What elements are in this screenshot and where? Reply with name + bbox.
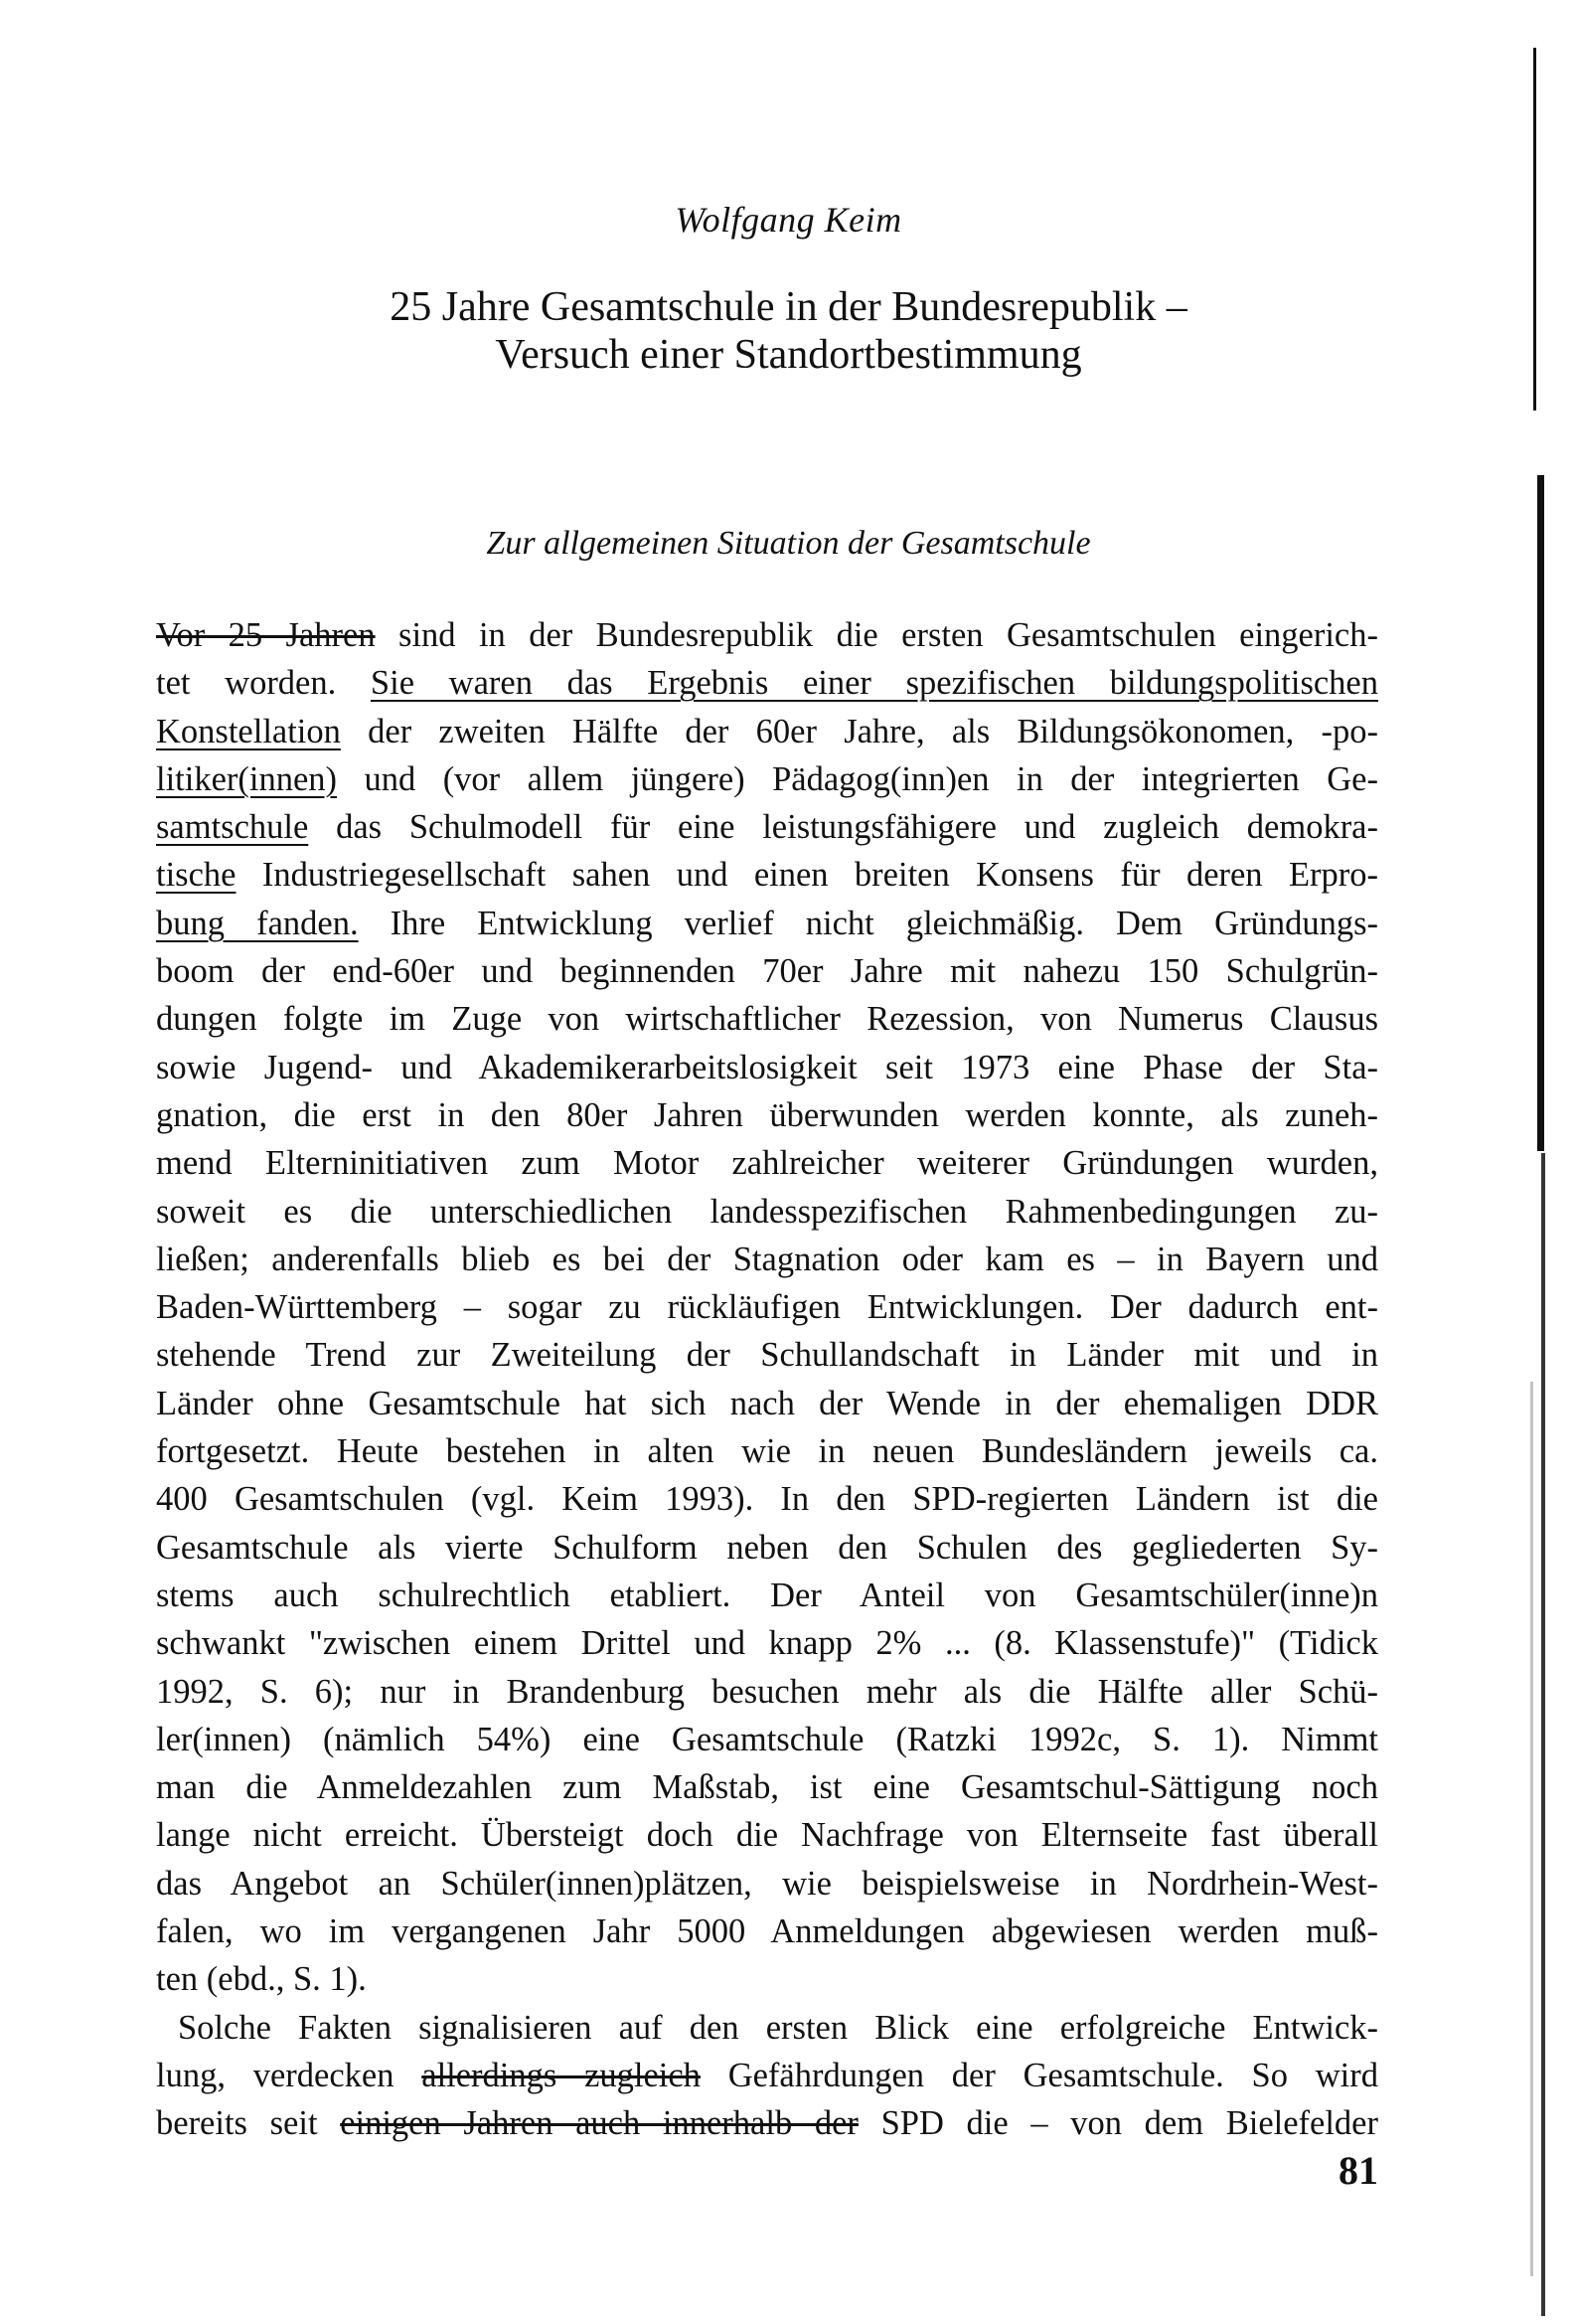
underlined-text: Konstellation [156, 712, 341, 750]
text-line: sowie Jugend- und Akademikerarbeitslosigkeit seit 1973 eine Phase der Sta- [156, 1048, 1378, 1086]
text-line: tische Industriegesellschaft sahen und einen breiten Konsens für deren Erpro- [156, 856, 1378, 895]
struck-text: allerdings zugleich [421, 2056, 701, 2094]
text-line: Baden-Württemberg – sogar zu rückläufigen Entwicklungen. Der dadurch ent- [156, 1288, 1378, 1327]
scan-margin-line [1537, 475, 1544, 1151]
underlined-text: samtschule [156, 808, 309, 847]
text-line: ler(innen) (nämlich 54%) eine Gesamtschule (Ratzki 1992c, S. 1). Nimmt [156, 1720, 1378, 1758]
text-line: samtschule das Schulmodell für eine leistungsfähigere und zugleich demokra- [156, 808, 1378, 847]
author-name: Wolfgang Keim [675, 200, 902, 240]
article-title [0, 283, 1577, 379]
body-text [156, 611, 1378, 2148]
text-line: stems auch schulrechtlich etabliert. Der Anteil von Gesamtschüler(inne)n [156, 1576, 1378, 1614]
text-line: boom der end-60er und beginnenden 70er Jahre mit nahezu 150 Schulgrün- [156, 952, 1378, 991]
struck-text: einigen Jahren auch innerhalb der [340, 2104, 859, 2143]
text-line: schwankt "zwischen einem Drittel und knapp 2% ... (8. Klassenstufe)" (Tidick [156, 1624, 1378, 1663]
section-heading: Zur allgemeinen Situation der Gesamtschule [486, 525, 1091, 562]
underlined-text: bung fanden. [156, 904, 359, 942]
struck-text: Vor 25 Jahren [156, 616, 376, 654]
text-line: dungen folgte im Zuge von wirtschaftlicher Rezession, von Numerus Clausus [156, 1000, 1378, 1039]
text-line: 400 Gesamtschulen (vgl. Keim 1993). In den SPD-regierten Ländern ist die [156, 1480, 1378, 1519]
text-line: litiker(innen) und (vor allem jüngere) Pädagog(inn)en in der integrierten Ge- [156, 759, 1378, 798]
text-line: tet worden. Sie waren das Ergebnis einer spezifischen bildungspolitischen [156, 664, 1378, 703]
title-line-1: 25 Jahre Gesamtschule in der Bundesrepublik – [390, 284, 1187, 330]
text-line: Konstellation der zweiten Hälfte der 60er Jahre, als Bildungsökonomen, -po- [156, 712, 1378, 750]
text-line: Solche Fakten signalisieren auf den ersten Blick eine erfolgreiche Entwick- [178, 2008, 1378, 2047]
underlined-text: Sie waren das Ergebnis einer spezifischen bildungspolitischen [370, 664, 1378, 703]
text-line: bereits seit einigen Jahren auch innerhalb der SPD die – von dem Bielefelder [156, 2104, 1378, 2143]
text-line: falen, wo im vergangenen Jahr 5000 Anmeldungen abgewiesen werden muß- [156, 1912, 1378, 1951]
text-line: fortgesetzt. Heute bestehen in alten wie in neuen Bundesländern jeweils ca. [156, 1432, 1378, 1471]
title-line-2: Versuch einer Standortbestimmung [495, 332, 1082, 378]
text-line: Gesamtschule als vierte Schulform neben den Schulen des gegliederten Sy- [156, 1528, 1378, 1567]
text-line: lange nicht erreicht. Übersteigt doch die Nachfrage von Elternseite fast überall [156, 1816, 1378, 1855]
text-line: gnation, die erst in den 80er Jahren überwunden werden konnte, als zuneh- [156, 1095, 1378, 1134]
text-line: Länder ohne Gesamtschule hat sich nach der Wende in der ehemaligen DDR [156, 1384, 1378, 1422]
text-line: stehende Trend zur Zweiteilung der Schullandschaft in Länder mit und in [156, 1336, 1378, 1375]
text-line: mend Elterninitiativen zum Motor zahlreicher weiterer Gründungen wurden, [156, 1144, 1378, 1183]
text-line: lung, verdecken allerdings zugleich Gefährdungen der Gesamtschule. So wird [156, 2056, 1379, 2094]
underlined-text: tische [156, 856, 237, 895]
text-line: ließen; anderenfalls blieb es bei der Stagnation oder kam es – in Bayern und [156, 1240, 1378, 1278]
text-line: das Angebot an Schüler(innen)plätzen, wie beispielsweise in Nordrhein-West- [156, 1864, 1378, 1903]
text-line: ten (ebd., S. 1). [156, 1960, 367, 1999]
text-line: man die Anmeldezahlen zum Maßstab, ist eine Gesamtschul-Sättigung noch [156, 1768, 1378, 1807]
scan-margin-line [1530, 1382, 1533, 2276]
text-line: 1992, S. 6); nur in Brandenburg besuchen mehr als die Hälfte aller Schü- [156, 1672, 1378, 1711]
text-line: soweit es die unterschiedlichen landesspezifischen Rahmenbedingungen zu- [156, 1192, 1378, 1231]
page-number: 81 [1339, 2148, 1378, 2193]
underlined-text: litiker(innen) [156, 759, 338, 798]
scan-margin-line [1541, 1153, 1545, 2316]
text-line: bung fanden. Ihre Entwicklung verlief nicht gleichmäßig. Dem Gründungs- [156, 904, 1379, 942]
text-line: Vor 25 Jahren sind in der Bundesrepublik die ersten Gesamtschulen eingerich- [156, 616, 1378, 654]
